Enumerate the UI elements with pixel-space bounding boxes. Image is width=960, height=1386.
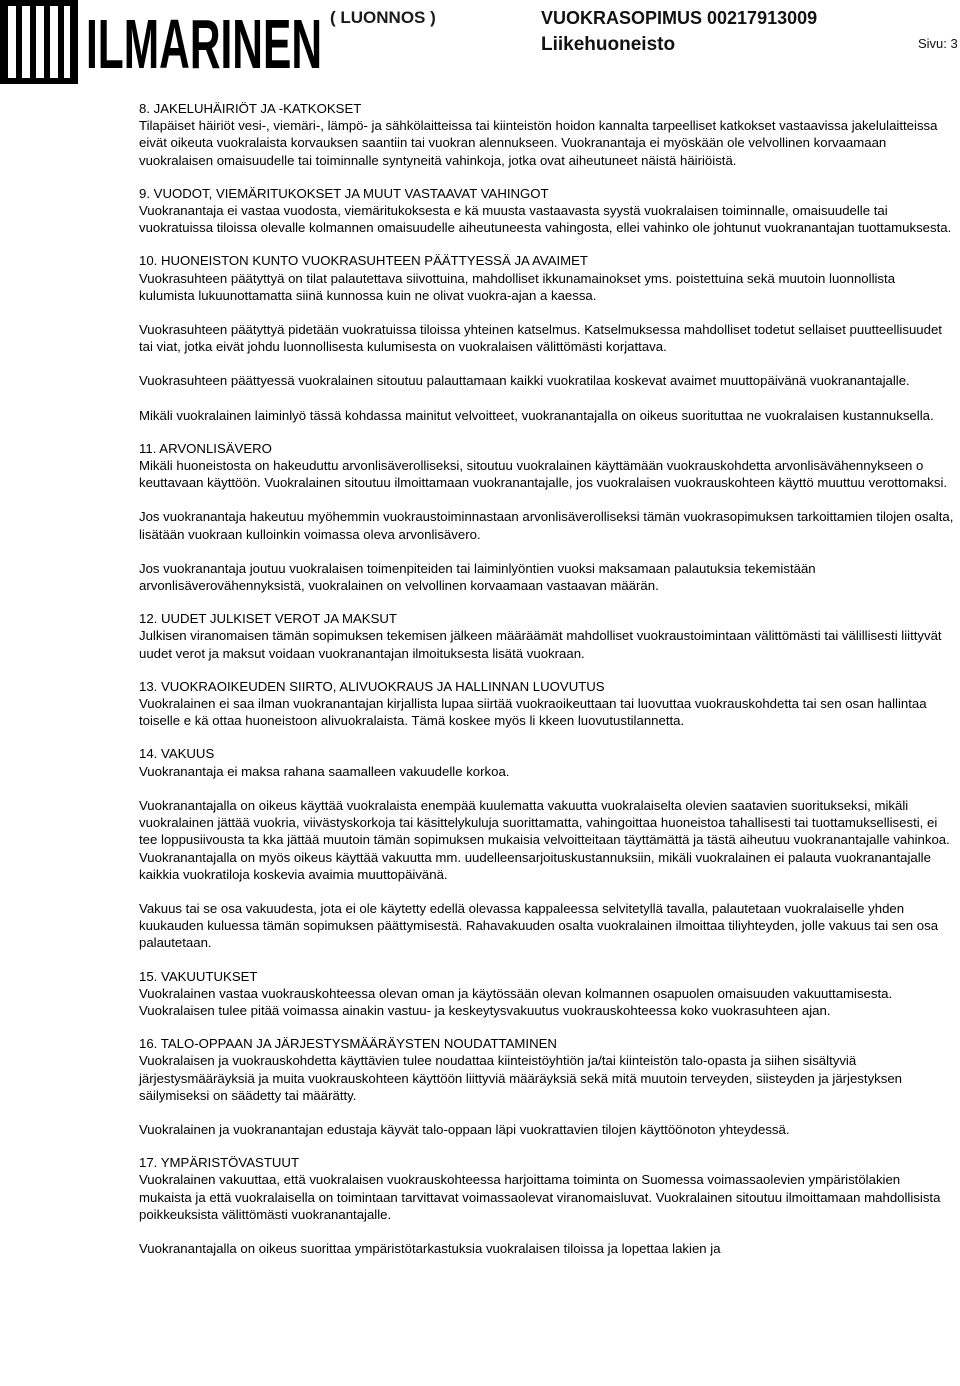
paragraph: Vuokralainen vakuuttaa, että vuokralaisen vuokrauskohteessa harjoittama toiminta on Suomessa voimassaolevien ympäristölakien mukaista ja että vuokralaisella on toimintaan tarvittavat voimassaolevat viranomaisluvat. Vuokralainen sitoutuu ilmoittamaan mahdollisista poikkeuksista välittömästi vuokranantajalle. <box>139 1172 941 1222</box>
document-body <box>139 100 954 1273</box>
paragraph: Vuokranantajalla on oikeus käyttää vuokralaista enempää kuulematta vakuutta vuokralaiselta olevien saatavien suoritukseksi, mikäli vuokralainen jättää vuokria, viivästyskorkoja tai käsittelykuluja suorittamatta, vahingoittaa huoneistoa tahallisesti tai tuottamuksellisesti, ei tee loppusiivousta ta kka jättää muutoin tämän sopimuksen mukaisia velvoitteitaan täyttämättä ja tästä aiheutuu vuokranantajalle vahinkoa. Vuokranantajalla on myös oikeus käyttää vakuutta mm. uudelleensarjoituskustannuksiin, mikäli vuokralainen ei palauta vuokranantajalle kaikkia vuokratiloja koskevia avaimia muuttopäivänä. <box>139 797 950 882</box>
section-17 <box>139 1154 954 1257</box>
logo-stripes-icon <box>8 6 70 78</box>
paragraph: Vuokralaisen ja vuokrauskohdetta käyttävien tulee noudattaa kiinteistöyhtiön ja/tai kiinteistön talo-opasta ja siihen sisältyviä järjestysmääräyksiä ja muita vuokrauskohteen käyttöön liittyviä määräyksiä sekä mitä muutoin terveyden, siisteyden ja järjestyksen säilymiseksi on säädetty tai määrätty. <box>139 1053 903 1103</box>
paragraph: Jos vuokranantaja hakeutuu myöhemmin vuokraustoiminnastaan arvonlisäverolliseksi tämän vuokrasopimuksen tarkoittamien tilojen osalta, lisätään vuokraan kulloinkin voimassa oleva arvonlisävero. <box>139 509 954 542</box>
paragraph: Tilapäiset häiriöt vesi-, viemäri-, lämpö- ja sähkölaitteissa tai kiinteistön hoidon kannalta tarpeelliset katkokset vastaavissa jakelulaitteissa eivät oikeuta vuokralaista korvauksen saantiin tai vuokran alennukseen. Vuokranantaja ei myöskään ole velvollinen korvaamaan vuokralaisen omaisuudelle tai toiminnalle syntyneitä vahinkoja, jotka ovat aiheutuneet näistä häiriöistä. <box>139 118 938 168</box>
paragraph: Vuokranantaja ei vastaa vuodosta, viemäritukoksesta e kä muusta vastaavasta syystä vuokralaisen toiminnalle, omaisuudelle tai vuokratuissa tiloissa olevalle kolmannen omaisuudelle aiheutuneesta vahingosta, ellei vahinko ole johtunut vuokranantajan tuottamuksesta. <box>139 203 952 236</box>
draft-label: ( LUONNOS ) <box>330 8 436 27</box>
section-heading: 16. TALO-OPPAAN JA JÄRJESTYSMÄÄRÄYSTEN NOUDATTAMINEN <box>139 1036 557 1052</box>
logo-wordmark <box>86 2 326 82</box>
paragraph: Vuokranantajalla on oikeus suorittaa ympäristötarkastuksia vuokralaisen tiloissa ja lopettaa lakien ja <box>139 1240 721 1256</box>
section-11 <box>139 440 954 594</box>
section-9 <box>139 185 954 237</box>
paragraph: Vuokralainen ja vuokranantajan edustaja käyvät talo-oppaan läpi vuokrattavien tilojen käyttöönoton yhteydessä. <box>139 1121 790 1137</box>
page-header <box>0 0 960 84</box>
paragraph: Julkisen viranomaisen tämän sopimuksen tekemisen jälkeen määräämät mahdolliset vuokraustoimintaan välittömästi tai välillisesti liittyvät uudet verot ja maksut voidaan vuokranantajan ilmoituksesta lisätä vuokraan. <box>139 628 942 661</box>
section-heading: 11. ARVONLISÄVERO <box>139 440 272 456</box>
logo-text: ILMARINEN <box>86 5 322 82</box>
section-heading: 9. VUODOT, VIEMÄRITUKOKSET JA MUUT VASTAAVAT VAHINGOT <box>139 185 549 201</box>
paragraph: Jos vuokranantaja joutuu vuokralaisen toimenpiteiden tai laiminlyöntien vuoksi maksamaan palautuksia tekemistään arvonlisäverovähennyksistä, vuokralainen on velvollinen korvaamaan vastaavan määrän. <box>139 560 816 594</box>
paragraph: Vuokrasuhteen päätyttyä pidetään vuokratuissa tiloissa yhteinen katselmus. Katselmuksessa mahdolliset todetut sellaiset puutteellisuudet tai viat, jotka eivät johdu luonnollisesta kulumisesta on vuokralaisen välittömästi korjattava. <box>139 322 942 355</box>
logo-mark <box>0 0 78 84</box>
section-15 <box>139 968 954 1020</box>
section-heading: 8. JAKELUHÄIRIÖT JA -KATKOKSET <box>139 101 362 116</box>
contract-type: Liikehuoneisto <box>541 34 676 55</box>
section-heading: 15. VAKUUTUKSET <box>139 968 258 984</box>
paragraph: Vuokralainen ei saa ilman vuokranantajan kirjallista lupaa siirtää vuokraoikeuttaan tai luovuttaa vuokrauskohdetta tai sen osan hallintaa toiselle e kä ottaa huoneistoon alivuokralaista. Tämä koskee myös li kkeen luovutustilannetta. <box>139 696 927 729</box>
section-13 <box>139 678 954 730</box>
section-8 <box>139 100 954 169</box>
section-heading: 12. UUDET JULKISET VEROT JA MAKSUT <box>139 611 397 627</box>
paragraph: Vuokrasuhteen päättyessä vuokralainen sitoutuu palauttamaan kaikki vuokratilaa koskevat avaimet muuttopäivänä vuokranantajalle. <box>139 373 910 389</box>
paragraph: Mikäli vuokralainen laiminlyö tässä kohdassa mainitut velvoitteet, vuokranantajalla on oikeus suorituttaa ne vuokralaisen kustannuksella. <box>139 407 934 423</box>
paragraph: Vuokranantaja ei maksa rahana saamalleen vakuudelle korkoa. <box>139 763 510 779</box>
section-heading: 10. HUONEISTON KUNTO VUOKRASUHTEEN PÄÄTTYESSÄ JA AVAIMET <box>139 253 588 269</box>
paragraph: Vakuus tai se osa vakuudesta, jota ei ole käytetty edellä olevassa kappaleessa selvitetyllä tavalla, palautetaan vuokralaiselle yhden kuukauden kuluessa tämän sopimuksen päättymisestä. Rahavakuuden osalta vuokralainen ilmoittaa tiliyhteyden, jolle vakuus tai sen osa palautetaan. <box>139 900 939 951</box>
section-heading: 14. VAKUUS <box>139 746 215 762</box>
section-10 <box>139 252 954 423</box>
paragraph: Vuokrasuhteen päätyttyä on tilat palautettava siivottuina, mahdolliset ikkunamainokset yms. poistettuina sekä muutoin luonnollista kulumista lukuunottamatta siinä kunnossa kuin ne olivat vuokra-ajan a kaessa. <box>139 270 896 303</box>
paragraph: Vuokralainen vastaa vuokrauskohteessa olevan oman ja käytössään olevan kolmannen osapuolen omaisuuden vakuuttamisesta. Vuokralaisen tulee pitää voimassa ainakin vastuu- ja keskeytysvakuutus vuokrauskohteessa koko vuokrasuhteen ajan. <box>139 985 893 1018</box>
section-14 <box>139 745 954 951</box>
section-heading: 13. VUOKRAOIKEUDEN SIIRTO, ALIVUOKRAUS JA HALLINNAN LUOVUTUS <box>139 678 605 694</box>
paragraph: Mikäli huoneistosta on hakeuduttu arvonlisäverolliseksi, sitoutuu vuokralainen käyttämään vuokrauskohdetta arvonlisävähennykseen o keuttavaan käyttöön. Vuokralainen sitoutuu ilmoittamaan vuokranantajalle, jos vuokralaisen vuokrauskohteen käyttö muuttuu verottomaksi. <box>139 458 948 491</box>
section-16 <box>139 1035 954 1138</box>
section-12 <box>139 610 954 662</box>
section-heading: 17. YMPÄRISTÖVASTUUT <box>139 1155 299 1171</box>
contract-number: VUOKRASOPIMUS 00217913009 <box>541 8 818 28</box>
page-number: Sivu: 3 <box>918 36 958 51</box>
